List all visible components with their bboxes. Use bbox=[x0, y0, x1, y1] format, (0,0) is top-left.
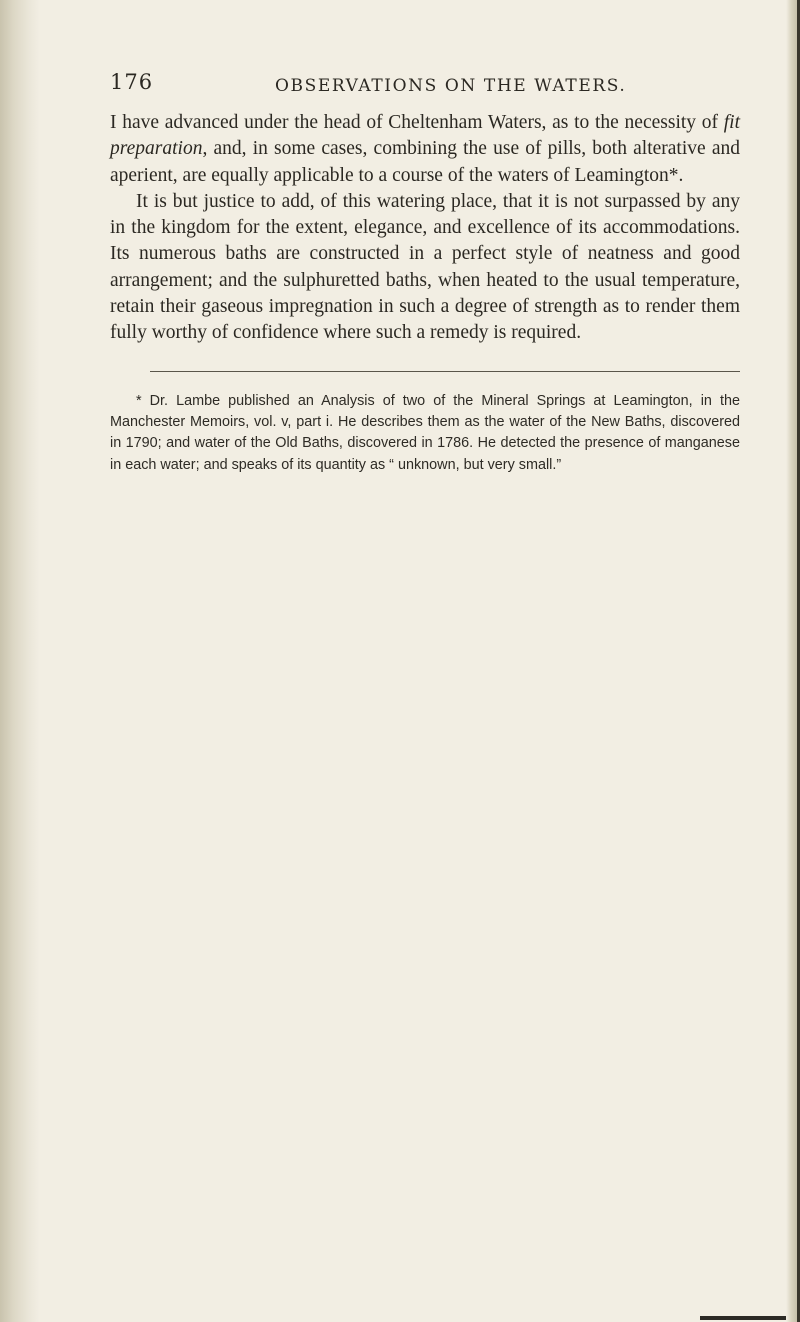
paragraph-1-start: I have advanced under the head of Cheltenham Waters, as to the necessity of bbox=[110, 112, 724, 133]
page-bottom-mark bbox=[700, 1316, 786, 1320]
body-text bbox=[110, 110, 740, 347]
footnote-rule bbox=[150, 371, 740, 372]
paragraph-2: It is but justice to add, of this watering place, that it is not surpassed by any in the kingdom for the extent, elegance, and excellence of its accommodations. Its numerous baths are constructed in a perfect style of neatness and good arrangement; and the sulphuretted baths, when heated to the usual temperature, retain their gaseous impregnation in such a degree of strength as to render them fully worthy of confidence where such a remedy is required. bbox=[110, 190, 740, 344]
paragraph-1-end: , and, in some cases, combining the use of pills, both alterative and aperient, are equally applicable to a course of the waters of Leamington*. bbox=[110, 138, 740, 186]
book-page bbox=[110, 70, 740, 476]
page-number: 176 bbox=[110, 70, 154, 94]
footnote: * Dr. Lambe published an Analysis of two of the Mineral Springs at Leamington, in the Manchester Memoirs, vol. v, part i. He describes them as the water of the New Baths, discovered in 1790; and water of the Old Baths, discovered in 1786. He detected the presence of manganese in each water; and speaks of its quantity as “ unknown, but very small.” bbox=[110, 392, 740, 473]
running-head bbox=[110, 70, 740, 110]
paragraph-1 bbox=[110, 110, 740, 189]
paragraph-1-italic: fit preparation bbox=[110, 112, 740, 160]
page-gutter-left bbox=[0, 0, 40, 1322]
running-head-title: OBSERVATIONS ON THE WATERS. bbox=[275, 76, 627, 96]
